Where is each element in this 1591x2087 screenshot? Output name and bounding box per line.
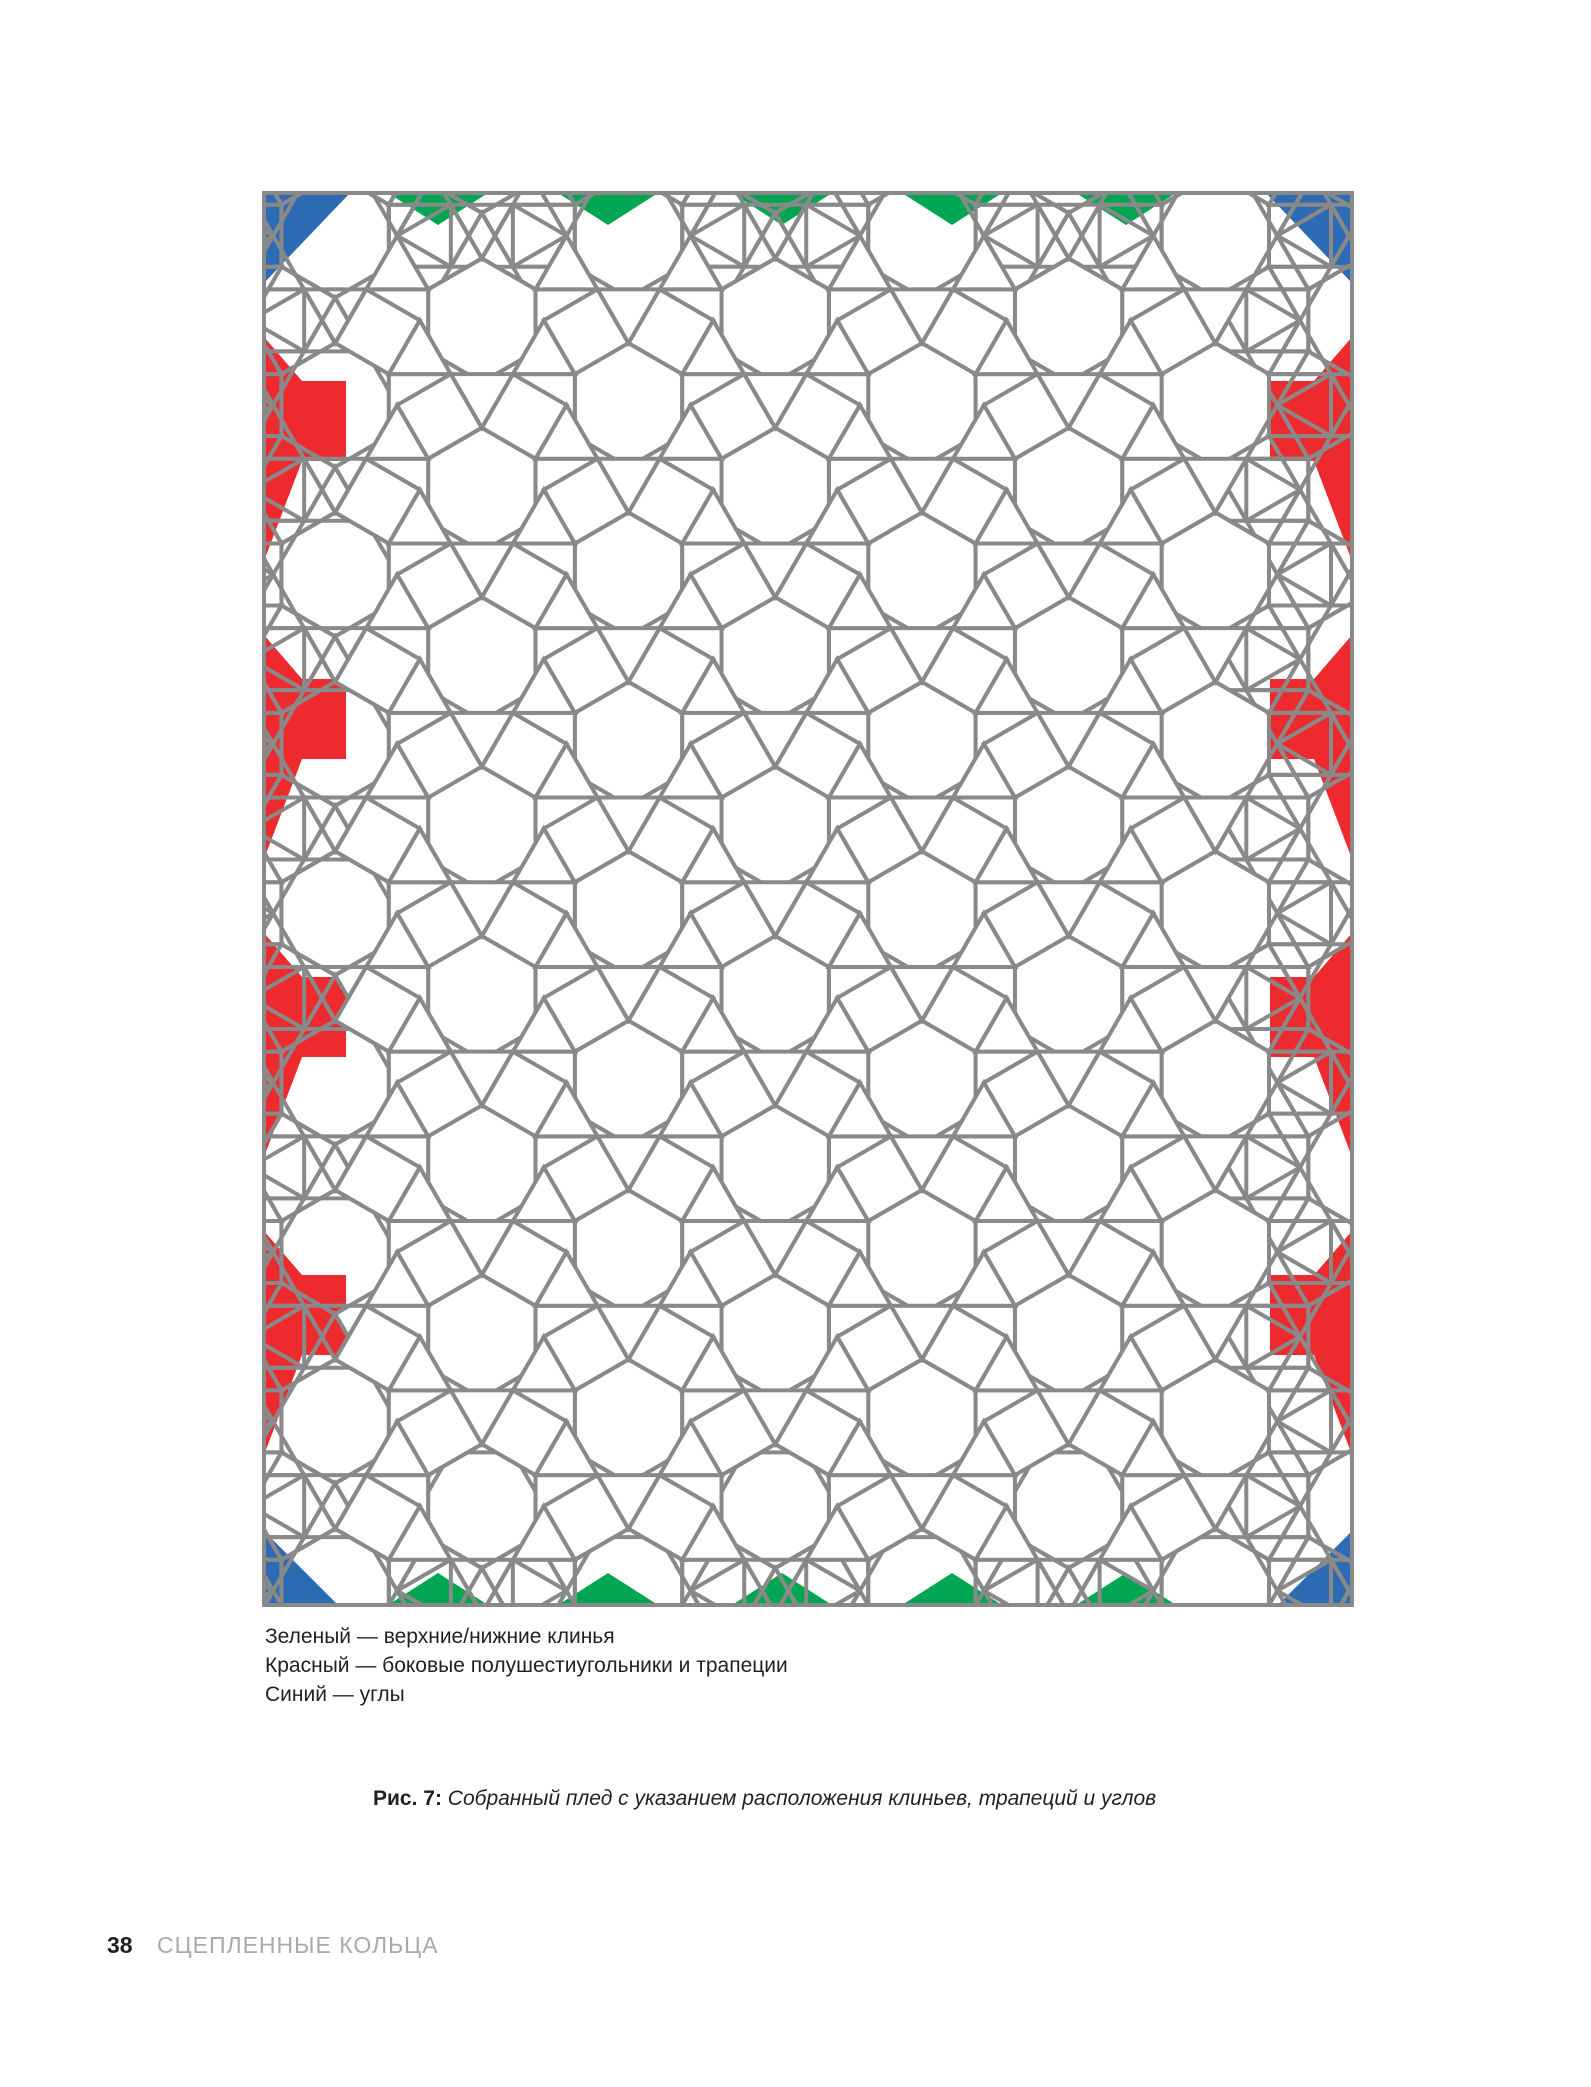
triangle-tile xyxy=(536,236,598,290)
legend-red: Красный — боковые полушестиугольники и трапеции xyxy=(265,1654,788,1677)
figure-caption-text: Собранный плед с указанием расположения клиньев, трапеций и углов xyxy=(447,1787,1157,1810)
triangle-tile xyxy=(1122,236,1184,290)
triangle-tile xyxy=(366,236,428,290)
triangle-tile xyxy=(829,236,891,290)
legend-green: Зеленый — верхние/нижние клинья xyxy=(265,1625,615,1648)
square-tile xyxy=(262,1475,304,1537)
top-wedge xyxy=(902,193,1002,225)
page-number: 38 xyxy=(107,1932,133,1958)
figure-label: Рис. 7: xyxy=(373,1787,442,1810)
legend-blue: Синий — углы xyxy=(265,1683,405,1706)
tile-outline-layer xyxy=(262,191,1354,1607)
assembled-blanket-figure xyxy=(262,191,1354,1607)
triangle-tile xyxy=(660,236,722,290)
figure-caption xyxy=(373,1785,1156,1813)
triangle-tile xyxy=(953,236,1015,290)
color-legend xyxy=(265,1622,788,1709)
page-footer xyxy=(107,1930,439,1960)
running-title: СЦЕПЛЕННЫЕ КОЛЬЦА xyxy=(156,1932,439,1958)
blanket-tiling-diagram xyxy=(262,191,1354,1607)
